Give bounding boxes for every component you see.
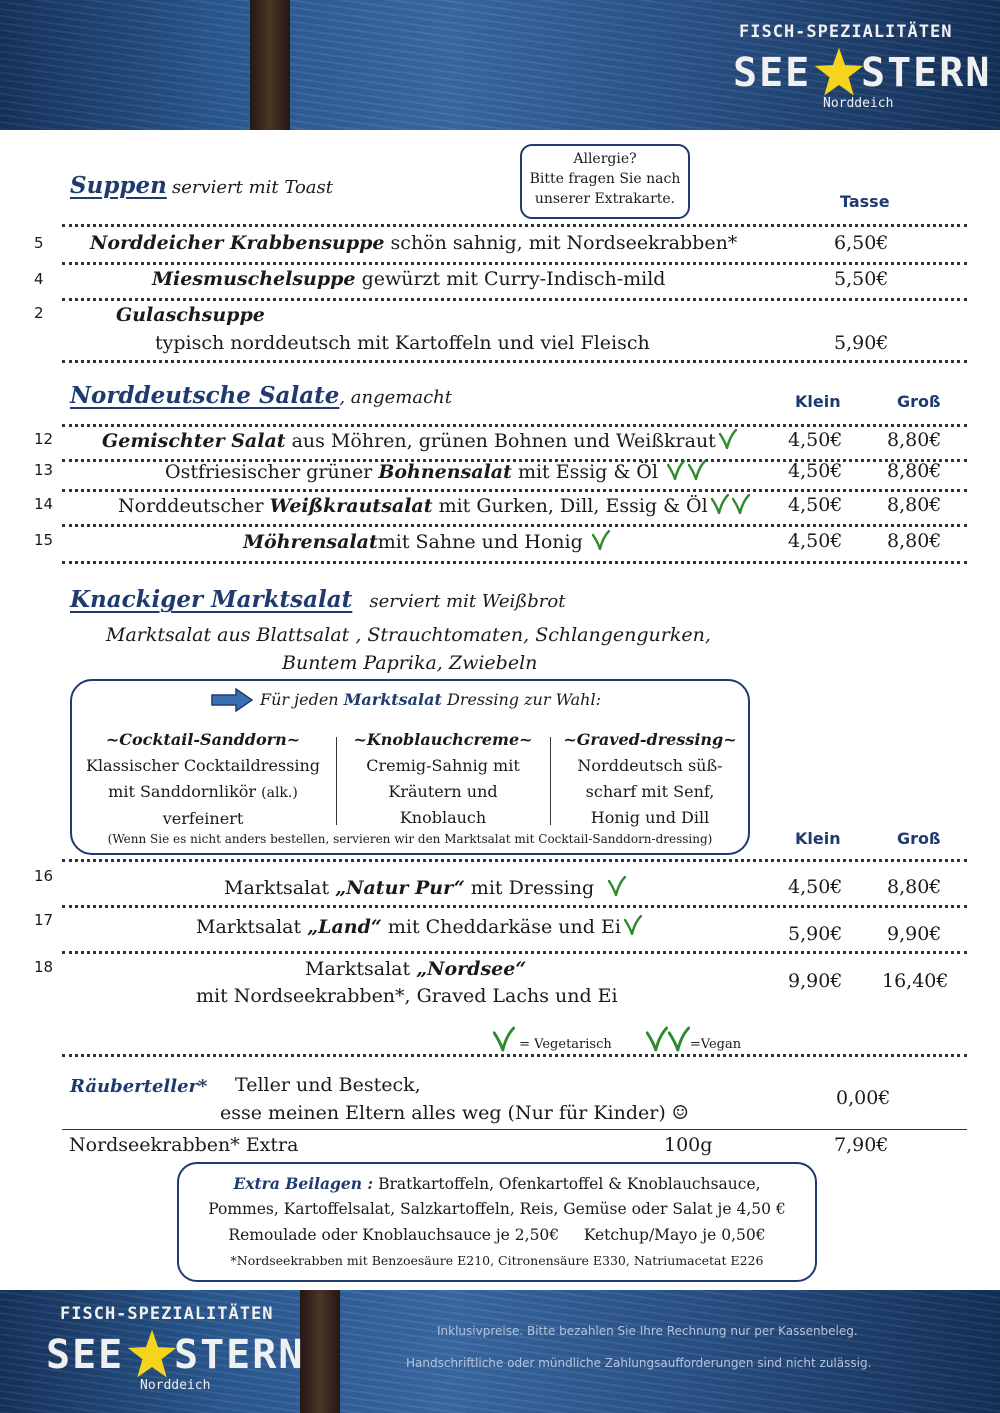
item-name: Bohnensalat <box>378 461 512 483</box>
smiley-icon: ☺ <box>671 1102 689 1124</box>
item-price-large: 8,80€ <box>887 494 942 516</box>
item-price-small: 5,90€ <box>788 923 843 945</box>
vegan-icon <box>667 460 685 480</box>
item-price-large: 9,90€ <box>887 923 942 945</box>
item-prefix: Marktsalat <box>305 958 411 980</box>
allergy-line: unserer Extrakarte. <box>534 191 676 207</box>
starfish-icon <box>813 46 865 98</box>
item-number: 4 <box>34 270 44 288</box>
item-description: typisch norddeutsch mit Kartoffeln und viel Fleisch <box>155 332 650 354</box>
item-price: 5,50€ <box>834 268 889 290</box>
section-subtitle: , angemacht <box>339 387 453 408</box>
vegan-icon <box>688 460 706 480</box>
divider <box>62 951 967 954</box>
extra-item-name: Nordseekrabben* Extra <box>69 1134 299 1156</box>
marktsalat-heading <box>70 586 565 613</box>
divider <box>62 262 967 265</box>
section-title: Knackiger Marktsalat <box>70 586 353 613</box>
item-name: „Natur Pur“ <box>335 877 465 899</box>
column-separator <box>550 737 551 825</box>
suppen-heading <box>70 172 333 199</box>
vegan-icon <box>711 494 729 514</box>
section-title: Norddeutsche Salate <box>70 382 340 409</box>
divider <box>62 424 967 427</box>
item-prefix: Ostfriesischer grüner <box>165 461 373 483</box>
item-price-small: 4,50€ <box>788 429 843 451</box>
logo-stern: STERN <box>861 50 992 96</box>
top-banner <box>0 0 1000 130</box>
item-price: 6,50€ <box>834 232 889 254</box>
vegetarian-icon <box>624 915 642 935</box>
diet-legend <box>490 1026 741 1052</box>
marktsalat-description: Marktsalat aus Blattsalat , Strauchtomaten, Schlangengurken, <box>106 624 711 646</box>
vegetarian-icon <box>592 530 610 550</box>
menu-item-line <box>118 494 750 517</box>
vegetarian-icon <box>608 876 626 896</box>
item-description: mit Dressing <box>470 877 595 899</box>
item-number: 13 <box>34 461 54 479</box>
vegetarian-icon <box>719 429 737 449</box>
menu-item-line <box>152 268 665 290</box>
item-prefix: Marktsalat <box>224 877 330 899</box>
dressing-line: Klassischer Cocktaildressing <box>85 756 320 775</box>
item-name: Norddeicher Krabbensuppe <box>90 232 385 254</box>
allergy-line: Allergie? <box>573 151 637 167</box>
logo <box>48 1300 308 1400</box>
item-price-large: 16,40€ <box>882 970 949 992</box>
item-description: mit Sahne und Honig <box>377 531 583 553</box>
divider <box>62 561 967 564</box>
dressing-name: ~Knoblauchcreme~ <box>353 730 533 749</box>
logo-see: SEE <box>46 1332 125 1378</box>
item-description: mit Cheddarkäse und Ei <box>387 916 621 938</box>
item-prefix: Marktsalat <box>196 916 302 938</box>
item-price: 0,00€ <box>836 1087 891 1109</box>
divider <box>62 489 967 492</box>
menu-item-line <box>196 915 642 938</box>
vegan-icon <box>668 1026 690 1052</box>
dressing-option <box>338 727 548 831</box>
item-price-large: 8,80€ <box>887 429 942 451</box>
side-dishes-box <box>177 1162 817 1282</box>
item-price: 7,90€ <box>834 1134 889 1156</box>
wood-plank <box>250 0 290 130</box>
column-header-large: Groß <box>897 392 941 411</box>
item-name: „Land“ <box>307 916 382 938</box>
kids-plate-title: Räuberteller* <box>70 1076 208 1097</box>
column-header-small: Klein <box>795 829 841 848</box>
item-number: 12 <box>34 430 54 448</box>
dressing-line: scharf mit Senf, <box>585 782 715 801</box>
item-number: 18 <box>34 958 54 976</box>
item-name: Weißkrautsalat <box>269 495 433 517</box>
divider <box>62 524 967 527</box>
logo-line1: FISCH-SPEZIALITÄTEN <box>60 1304 274 1324</box>
dressing-name: ~Graved-dressing~ <box>563 730 737 749</box>
item-prefix: Norddeutscher <box>118 495 264 517</box>
logo-line1: FISCH-SPEZIALITÄTEN <box>739 22 953 42</box>
dressing-option <box>552 727 748 831</box>
item-description: mit Nordseekrabben*, Graved Lachs und Ei <box>196 985 618 1007</box>
kids-plate-line1: Teller und Besteck, <box>235 1074 421 1096</box>
divider <box>62 298 967 301</box>
divider <box>62 1129 967 1130</box>
column-header-large: Groß <box>897 829 941 848</box>
allergy-line: Bitte fragen Sie nach <box>529 171 681 187</box>
column-separator <box>336 737 337 825</box>
arrow-right-icon <box>210 687 254 713</box>
menu-item-line <box>165 460 706 483</box>
dressing-line: Norddeutsch süß- <box>577 756 723 775</box>
dressing-line: Kräutern und <box>388 782 498 801</box>
item-description: mit Gurken, Dill, Essig & Öl <box>438 495 708 517</box>
logo-place: Norddeich <box>140 1378 211 1393</box>
vegetarian-icon <box>493 1026 515 1052</box>
dressing-line: Honig und Dill <box>590 808 710 827</box>
logo-see: SEE <box>733 50 812 96</box>
item-price-small: 4,50€ <box>788 530 843 552</box>
logo-stern: STERN <box>174 1332 305 1378</box>
starfish-icon <box>126 1328 178 1380</box>
dressing-intro <box>260 690 601 709</box>
salate-heading <box>70 382 452 409</box>
dressing-line: Knoblauch <box>399 808 487 827</box>
item-name: Gulaschsuppe <box>116 304 265 326</box>
bottom-banner <box>0 1290 1000 1413</box>
menu-item-line <box>305 958 526 980</box>
item-price-small: 4,50€ <box>788 876 843 898</box>
item-price-small: 4,50€ <box>788 460 843 482</box>
item-price-large: 8,80€ <box>887 876 942 898</box>
divider <box>62 224 967 227</box>
side-dishes-label: Extra Beilagen : <box>233 1174 374 1193</box>
item-name: Möhrensalat <box>243 531 378 553</box>
section-title: Suppen <box>70 172 167 199</box>
menu-item-line <box>224 876 626 899</box>
extra-item-quantity: 100g <box>664 1134 713 1156</box>
divider <box>62 859 967 862</box>
divider <box>62 905 967 908</box>
footer-legal-line: Inklusivpreise. Bitte bezahlen Sie Ihre Rechnung nur per Kassenbeleg. <box>437 1324 858 1338</box>
additives-note: *Nordseekrabben mit Benzoesäure E210, Citronensäure E330, Natriumacetat E226 <box>230 1253 764 1268</box>
item-name: „Nordsee“ <box>416 958 527 980</box>
item-number: 16 <box>34 867 54 885</box>
item-price-large: 8,80€ <box>887 460 942 482</box>
column-header-small: Klein <box>795 392 841 411</box>
dressing-option <box>72 727 334 832</box>
footer-legal-line: Handschriftliche oder mündliche Zahlungsaufforderungen sind nicht zulässig. <box>406 1356 872 1370</box>
column-header-cup: Tasse <box>840 192 890 211</box>
legend-vegetarian: = Vegetarisch <box>519 1037 612 1052</box>
menu-item-line <box>243 530 610 553</box>
item-description: aus Möhren, grünen Bohnen und Weißkraut <box>291 430 716 452</box>
dressing-intro-word: Marktsalat <box>343 690 442 709</box>
side-dishes-line: Remoulade oder Knoblauchsauce je 2,50€ Ketchup/Mayo je 0,50€ <box>228 1226 766 1244</box>
menu-item-line <box>90 232 737 254</box>
item-price-small: 4,50€ <box>788 494 843 516</box>
dressing-line: mit Sanddornlikör (alk.) <box>108 782 298 801</box>
marktsalat-description: Buntem Paprika, Zwiebeln <box>282 652 538 674</box>
item-name: Miesmuschelsuppe <box>152 268 356 290</box>
item-price-large: 8,80€ <box>887 530 942 552</box>
section-subtitle: serviert mit Toast <box>171 177 334 198</box>
dressing-line: Cremig-Sahnig mit <box>366 756 520 775</box>
item-price: 5,90€ <box>834 332 889 354</box>
item-description: mit Essig & Öl <box>517 461 658 483</box>
allergy-box <box>520 144 690 219</box>
item-number: 14 <box>34 495 54 513</box>
item-description: schön sahnig, mit Nordseekrabben* <box>390 232 738 254</box>
menu-item-line <box>102 429 737 452</box>
dressing-intro-post: Dressing zur Wahl: <box>446 690 601 709</box>
vegan-icon <box>732 494 750 514</box>
dressing-intro-pre: Für jeden <box>260 690 339 709</box>
item-number: 17 <box>34 911 54 929</box>
vegan-icon <box>646 1026 668 1052</box>
item-price-small: 9,90€ <box>788 970 843 992</box>
item-number: 2 <box>34 304 44 322</box>
dressing-name: ~Cocktail-Sanddorn~ <box>105 730 301 749</box>
item-number: 15 <box>34 531 54 549</box>
legend-vegan: =Vegan <box>689 1037 742 1052</box>
item-name: Gemischter Salat <box>102 430 286 452</box>
section-subtitle: serviert mit Weißbrot <box>369 591 566 612</box>
dressing-note: (Wenn Sie es nicht anders bestellen, servieren wir den Marktsalat mit Cocktail-Sanddorn-dressing) <box>107 832 713 846</box>
divider <box>62 360 967 363</box>
item-number: 5 <box>34 234 44 252</box>
side-dishes-line: Pommes, Kartoffelsalat, Salzkartoffeln, Reis, Gemüse oder Salat je 4,50 € <box>208 1200 786 1218</box>
logo-place: Norddeich <box>823 96 894 111</box>
kids-plate-line2: esse meinen Eltern alles weg (Nur für Kinder) ☺ <box>220 1102 689 1124</box>
item-description: gewürzt mit Curry-Indisch-mild <box>361 268 666 290</box>
logo <box>735 18 995 118</box>
side-dishes-line: Bratkartoffeln, Ofenkartoffel & Knoblauchsauce, <box>378 1175 761 1193</box>
divider <box>62 1054 967 1057</box>
dressing-line: verfeinert <box>162 809 244 828</box>
dressing-box <box>70 679 750 855</box>
